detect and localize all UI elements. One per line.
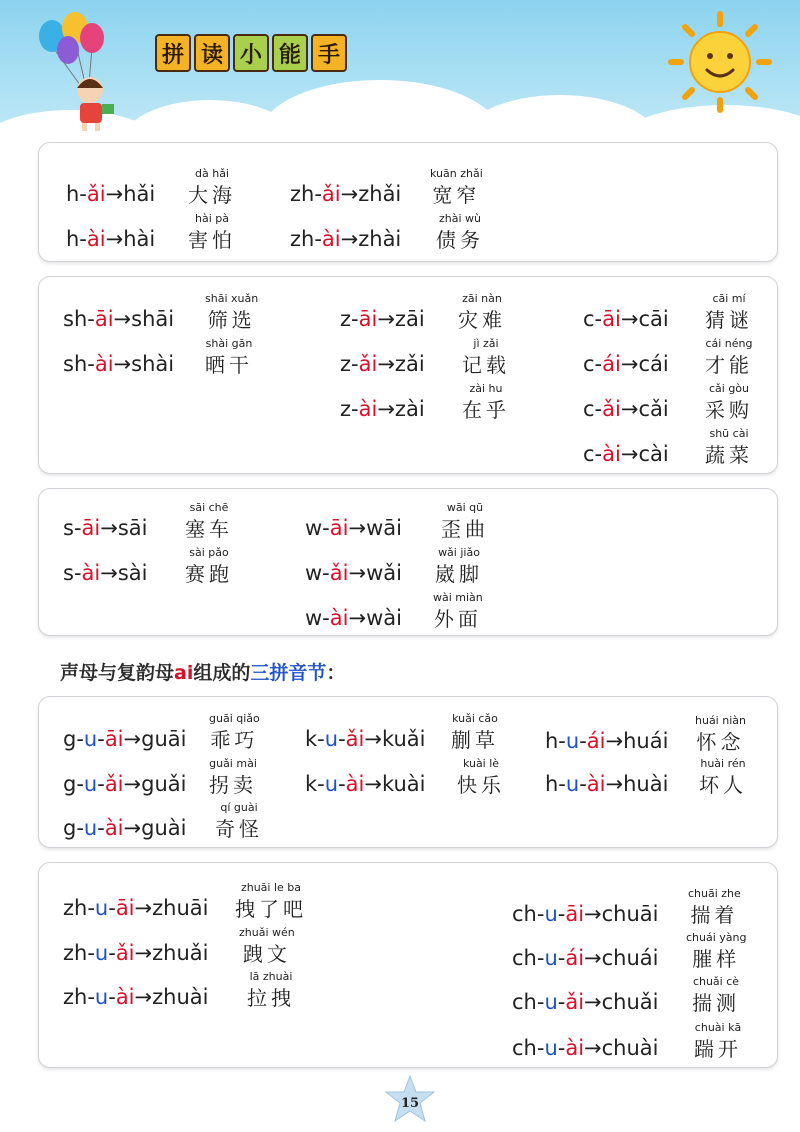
syllable-formula: zh-ài→zhài (290, 227, 402, 251)
syllable-formula: k-u-ài→kuài (305, 772, 426, 796)
word: zài hu 在乎 (462, 382, 510, 422)
syllable-formula: h-ǎi→hǎi (66, 182, 156, 206)
word: chuǎi cè 揣测 (692, 975, 740, 1015)
syllable-formula: zh-ǎi→zhǎi (290, 182, 402, 206)
syllable-formula: zh-u-ài→zhuài (63, 985, 209, 1009)
word: shū cài 蔬菜 (705, 427, 753, 467)
syllable-formula: c-ài→cài (583, 442, 669, 466)
syllable-formula: c-āi→cāi (583, 307, 669, 331)
word: kuǎi cǎo 蒯草 (451, 712, 499, 752)
title-char: 小 (233, 34, 269, 72)
balloon-girl-illustration (30, 8, 140, 133)
syllable-formula: h-u-ài→huài (545, 772, 669, 796)
syllable-formula: z-ài→zài (340, 397, 425, 421)
syllable-formula: h-u-ái→huái (545, 729, 669, 753)
word: guǎi mài 拐卖 (209, 757, 257, 797)
panel-zh-ch (38, 862, 778, 1068)
word: sài pǎo 赛跑 (185, 546, 233, 586)
word: kuān zhǎi 宽窄 (430, 167, 483, 207)
syllable-formula: w-ài→wài (305, 606, 402, 630)
word: wāi qū 歪曲 (441, 501, 489, 541)
word: jì zǎi 记载 (462, 337, 510, 377)
syllable-formula: w-ǎi→wǎi (305, 561, 402, 585)
syllable-formula: ch-u-ài→chuài (512, 1036, 659, 1060)
syllable-formula: g-u-āi→guāi (63, 727, 187, 751)
word: shài gān 晒干 (205, 337, 253, 377)
word: kuài lè 快乐 (457, 757, 505, 797)
syllable-formula: sh-āi→shāi (63, 307, 175, 331)
syllable-formula: h-ài→hài (66, 227, 156, 251)
section-heading: 声母与复韵母ai组成的三拼音节： (60, 662, 346, 684)
word: zhài wù 债务 (436, 212, 484, 252)
syllable-formula: ch-u-ǎi→chuǎi (512, 990, 659, 1014)
syllable-formula: c-ǎi→cǎi (583, 397, 669, 421)
title-char: 能 (272, 34, 308, 72)
syllable-formula: z-ǎi→zǎi (340, 352, 425, 376)
word: cāi mí 猜谜 (705, 292, 753, 332)
syllable-formula: ch-u-ái→chuái (512, 946, 659, 970)
syllable-formula: c-ái→cái (583, 352, 669, 376)
syllable-formula: g-u-ài→guài (63, 816, 187, 840)
word: zhuāi le ba 拽了吧 (235, 881, 307, 921)
word: dà hǎi 大海 (188, 167, 236, 207)
word: cǎi gòu 采购 (705, 382, 753, 422)
title-char: 拼 (155, 34, 191, 72)
word: hài pà 害怕 (188, 212, 236, 252)
word: wǎi jiǎo 崴脚 (435, 546, 483, 586)
word: sāi chē 塞车 (185, 501, 233, 541)
title-char: 手 (311, 34, 347, 72)
syllable-formula: s-ài→sài (63, 561, 148, 585)
word: cái néng 才能 (705, 337, 753, 377)
syllable-formula: zh-u-ǎi→zhuǎi (63, 941, 209, 965)
word: chuài kā 踹开 (694, 1021, 742, 1061)
syllable-formula: sh-ài→shài (63, 352, 175, 376)
word: qí guài 奇怪 (215, 801, 263, 841)
panel-s-w (38, 488, 778, 636)
word: chuái yàng 膗样 (686, 931, 747, 971)
syllable-formula: w-āi→wāi (305, 516, 402, 540)
page-title (155, 34, 347, 72)
word: shāi xuǎn 筛选 (205, 292, 259, 332)
page-number-badge (383, 1074, 437, 1128)
page-number: 15 (400, 1096, 420, 1111)
word: huài rén 坏人 (699, 757, 747, 797)
syllable-formula: g-u-ǎi→guǎi (63, 772, 187, 796)
word: chuāi zhe 揣着 (688, 887, 741, 927)
syllable-formula: zh-u-āi→zhuāi (63, 896, 209, 920)
sun-illustration (665, 10, 775, 115)
word: lā zhuài 拉拽 (247, 970, 295, 1010)
syllable-formula: ch-u-āi→chuāi (512, 902, 659, 926)
title-char: 读 (194, 34, 230, 72)
syllable-formula: z-āi→zāi (340, 307, 425, 331)
word: zhuǎi wén 跩文 (239, 926, 295, 966)
word: zāi nàn 灾难 (458, 292, 506, 332)
syllable-formula: s-āi→sāi (63, 516, 148, 540)
word: guāi qiǎo 乖巧 (209, 712, 260, 752)
word: huái niàn 怀念 (695, 714, 746, 754)
syllable-formula: k-u-ǎi→kuǎi (305, 727, 426, 751)
word: wài miàn 外面 (433, 591, 483, 631)
